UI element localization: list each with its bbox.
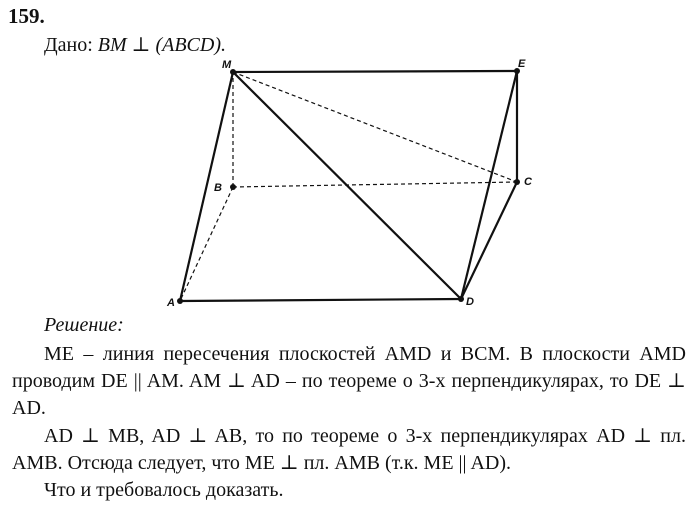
solution-paragraph-1: ME – линия пересечения плоскостей AMD и BCM. В плоскости AMD проводим DE || AM. AM ⊥ AD – по теореме о 3-х перпендикулярах, то DE ⊥ AD.: [12, 343, 686, 419]
label-A: A: [167, 297, 175, 309]
label-B: B: [214, 182, 222, 194]
label-E: E: [518, 58, 526, 70]
solution-paragraph-2: AD ⊥ MB, AD ⊥ AB, то по теореме о 3-х перпендикулярах AD ⊥ пл. AMB. Отсюда следует, что ME ⊥ пл. AMB (т.к. ME || AD).: [12, 425, 686, 474]
edge-DE: [461, 71, 517, 299]
vertex-D-dot: [458, 296, 464, 302]
problem-number: 159.: [8, 4, 45, 28]
label-M: M: [222, 59, 232, 71]
edge-CD: [461, 182, 517, 299]
given-condition: BM ⊥ (ABCD).: [97, 34, 227, 56]
vertex-C-dot: [514, 179, 520, 185]
edge-ME: [233, 71, 517, 72]
vertex-B-dot: [230, 184, 236, 190]
solution-heading: Решение:: [44, 314, 124, 336]
edge-AM: [180, 72, 233, 301]
edge-MD: [233, 72, 461, 299]
given-prefix: Дано:: [44, 34, 98, 56]
edge-BA-dashed: [180, 187, 233, 301]
label-D: D: [466, 296, 474, 308]
label-C: C: [524, 176, 532, 188]
solution-conclusion: Что и требовалось доказать.: [44, 479, 284, 501]
edge-BC-dashed: [233, 182, 517, 187]
vertex-A-dot: [177, 298, 183, 304]
edge-MC-dashed: [233, 72, 517, 182]
edge-AD: [180, 299, 461, 301]
